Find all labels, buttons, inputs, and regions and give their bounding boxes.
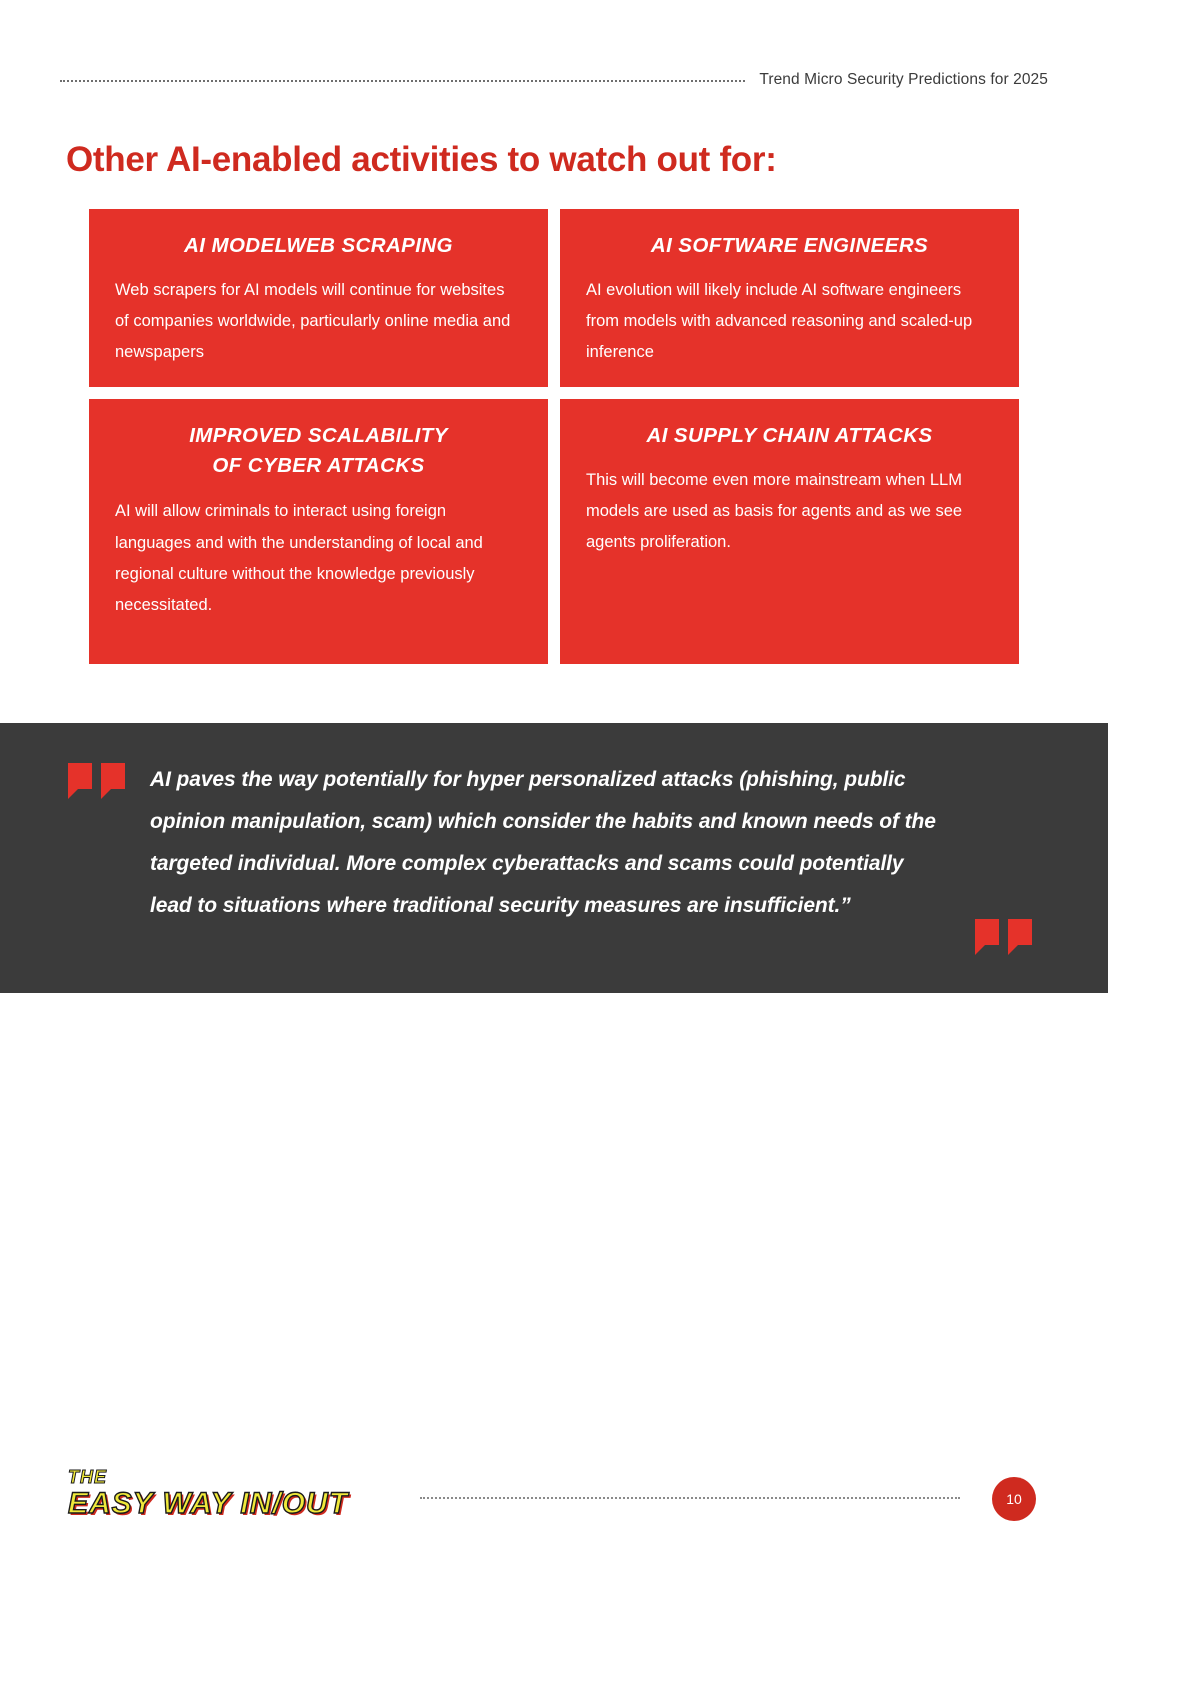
- page-header: [60, 68, 1048, 92]
- card-title: AI MODELWEB SCRAPING: [184, 234, 453, 257]
- card-body: Web scrapers for AI models will continue for websites of companies worldwide, particularly online media and newspapers: [115, 280, 511, 362]
- pull-quote-band: [0, 723, 1108, 993]
- page-title: Other AI-enabled activities to watch out for:: [66, 140, 777, 179]
- card-title: AI SOFTWARE ENGINEERS: [650, 234, 929, 257]
- footer-logo: [68, 1468, 388, 1524]
- card-improved-scalability-of-cyber-attacks: [89, 399, 548, 664]
- page-number-badge: 10: [992, 1477, 1036, 1521]
- card-title-line-2: OF CYBER ATTACKS: [212, 453, 425, 477]
- card-body: AI evolution will likely include AI software engineers from models with advanced reasoning and scaled-up inference: [586, 280, 973, 362]
- card-ai-software-engineers: [560, 209, 1019, 387]
- header-dotted-rule: [60, 80, 745, 83]
- card-ai-model-web-scraping: [89, 209, 548, 387]
- card-title-line-1: IMPROVED SCALABILITY: [189, 424, 448, 447]
- footer-logo-main: EASY WAY IN/OUT: [68, 1487, 349, 1520]
- header-title: Trend Micro Security Predictions for 2025: [759, 71, 1048, 88]
- card-row-1: [89, 209, 1020, 387]
- card-body: AI will allow criminals to interact using foreign languages and with the understanding of local and regional culture without the knowledge previously necessitated.: [115, 502, 483, 615]
- quote-close-icon: [975, 919, 1032, 945]
- card-ai-supply-chain-attacks: [560, 399, 1019, 664]
- footer-logo-the: THE: [68, 1467, 107, 1487]
- quote-open-icon: [68, 763, 125, 789]
- card-grid: [89, 209, 1020, 676]
- pull-quote-text: AI paves the way potentially for hyper personalized attacks (phishing, public opinion manipulation, scam) which consider the habits and known needs of the targeted individual. More complex cyberattacks and scams could potentially lead to situations where traditional security measures are insufficient.”: [150, 768, 936, 917]
- card-title: AI SUPPLY CHAIN ATTACKS: [646, 424, 933, 447]
- card-row-2: [89, 399, 1020, 664]
- footer-dotted-rule: [420, 1497, 960, 1500]
- card-title: [115, 421, 522, 480]
- card-body: This will become even more mainstream when LLM models are used as basis for agents and as we see agents proliferation.: [586, 470, 963, 552]
